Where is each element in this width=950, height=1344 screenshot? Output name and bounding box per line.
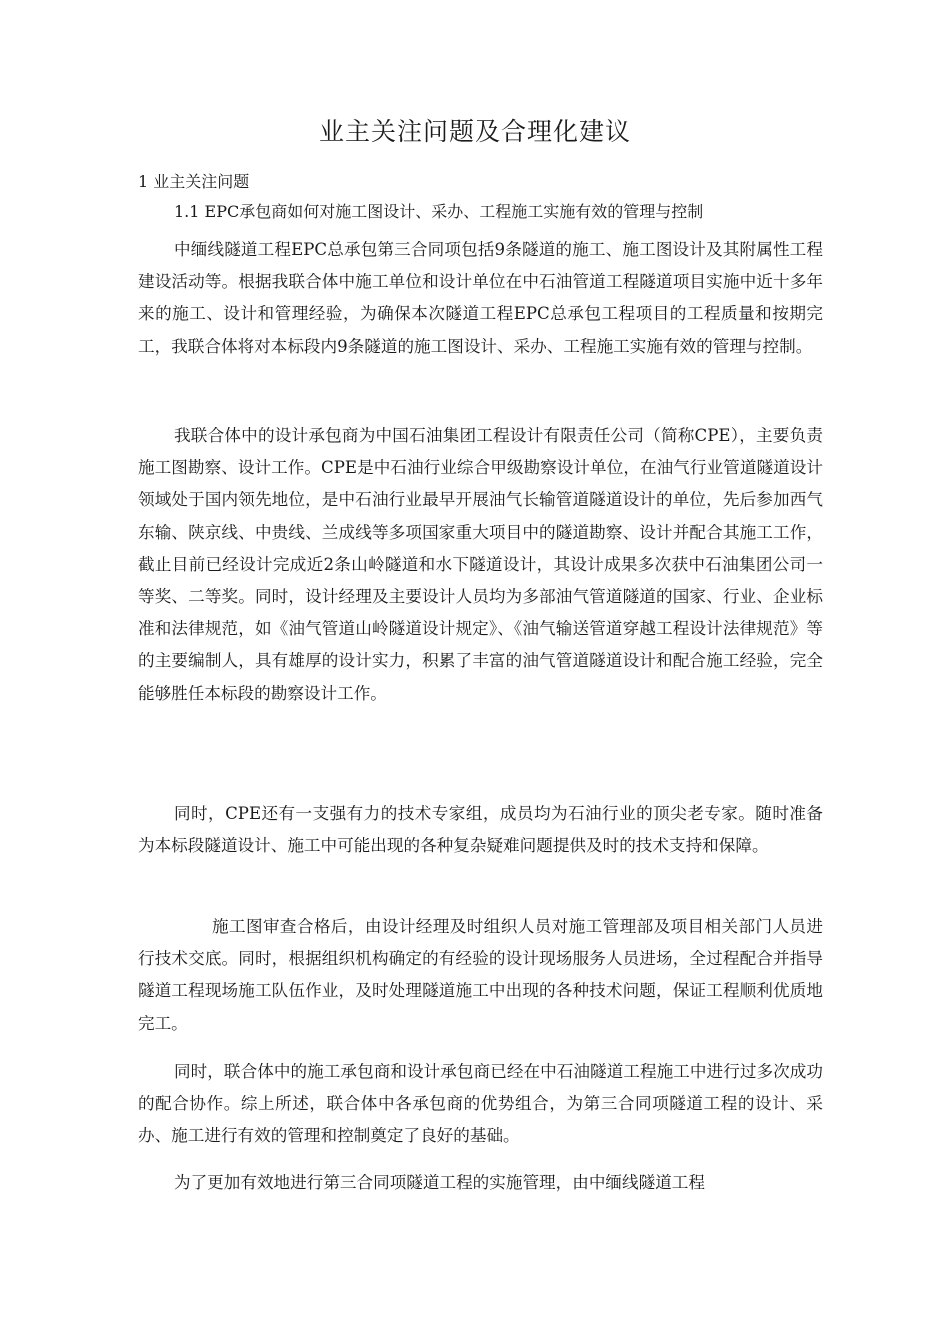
subsection-heading: 1.1 EPC承包商如何对施工图设计、采办、工程施工实施有效的管理与控制: [174, 202, 704, 221]
paragraph-5: 同时，联合体中的施工承包商和设计承包商已经在中石油隧道工程施工中进行过多次成功的配合协作。综上所述，联合体中各承包商的优势组合，为第三合同项隧道工程的设计、采办、施工进行有效的管理和控制奠定了良好的基础。: [138, 1062, 823, 1146]
section-heading: 1 业主关注问题: [138, 172, 250, 191]
paragraph-1: 中缅线隧道工程EPC总承包第三合同项包括9条隧道的施工、施工图设计及其附属性工程建设活动等。根据我联合体中施工单位和设计单位在中石油管道工程隧道项目实施中近十多年来的施工、设计和管理经验，为确保本次隧道工程EPC总承包工程项目的工程质量和按期完工，我联合体将对本标段内9条隧道的施工图设计、采办、工程施工实施有效的管理与控制。: [138, 240, 823, 356]
paragraph-3: 同时，CPE还有一支强有力的技术专家组，成员均为石油行业的顶尖老专家。随时准备为本标段隧道设计、施工中可能出现的各种复杂疑难问题提供及时的技术支持和保障。: [138, 804, 823, 856]
paragraph-4: 施工图审查合格后，由设计经理及时组织人员对施工管理部及项目相关部门人员进行技术交底。同时，根据组织机构确定的有经验的设计现场服务人员进场，全过程配合并指导隧道工程现场施工队伍作业，及时处理隧道施工中出现的各种技术问题，保证工程顺利优质地完工。: [138, 917, 823, 1033]
paragraph-2: 我联合体中的设计承包商为中国石油集团工程设计有限责任公司（简称CPE），主要负责施工图勘察、设计工作。CPE是中石油行业综合甲级勘察设计单位，在油气行业管道隧道设计领域处于国内领先地位，是中石油行业最早开展油气长输管道隧道设计的单位，先后参加西气东输、陕京线、中贵线、兰成线等多项国家重大项目中的隧道勘察、设计并配合其施工工作，截止目前已经设计完成近2条山岭隧道和水下隧道设计，其设计成果多次获中石油集团公司一等奖、二等奖。同时，设计经理及主要设计人员均为多部油气管道隧道的国家、行业、企业标准和法律规范，如《油气管道山岭隧道设计规定》、《油气输送管道穿越工程设计法律规范》等的主要编制人，具有雄厚的设计实力，积累了丰富的油气管道隧道设计和配合施工经验，完全能够胜任本标段的勘察设计工作。: [138, 426, 823, 703]
paragraph-6: 为了更加有效地进行第三合同项隧道工程的实施管理，由中缅线隧道工程: [174, 1173, 705, 1192]
document-title: 业主关注问题及合理化建议: [318, 117, 631, 146]
